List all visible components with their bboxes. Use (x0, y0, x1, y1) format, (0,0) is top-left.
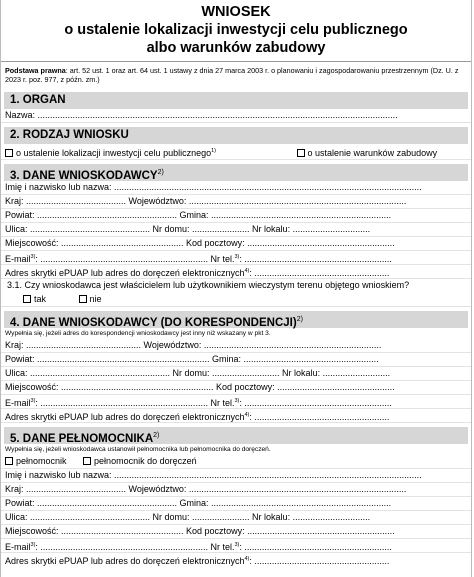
option-nie-label: nie (89, 294, 102, 304)
checkbox-lokalizacja[interactable] (5, 149, 13, 157)
proxy-email-label: E-mail (5, 542, 31, 552)
section-rodzaj-wniosku: 2. RODZAJ WNIOSKU (4, 127, 468, 144)
corr-district-field[interactable]: Powiat: ..................................................................... Gmina: ...................................................... (1, 353, 471, 367)
section-4-title: 4. DANE WNIOSKODAWCY (DO KORESPONDENCJI) (10, 316, 297, 329)
section-korespondencja (4, 311, 468, 328)
section-5-sup: 2) (153, 432, 160, 439)
proxy-epuap-field[interactable] (1, 553, 471, 566)
section-3-sup: 2) (157, 169, 164, 176)
organ-name-label: Nazwa: (5, 110, 36, 120)
proxy-city-field[interactable]: Miejscowość: ................................................. Kod pocztowy: ........................................................... (1, 525, 471, 539)
applicant-country-field[interactable]: Kraj: ........................................ Województwo: ....................................................................................... (1, 195, 471, 209)
email-label: E-mail (5, 254, 31, 264)
option-tak-label: tak (34, 294, 47, 304)
proxy-email-field[interactable] (1, 539, 471, 553)
tel-dots: : ........................................................... (239, 254, 392, 264)
epuap-dots: : ...................................................... (249, 268, 390, 278)
proxy-epuap-dots: : ...................................................... (249, 556, 390, 566)
email-dots: : ................................................................... Nr tel. (35, 254, 235, 264)
option-warunki-zabudowy-label: o ustalenie warunków zabudowy (307, 148, 438, 158)
proxy-tel-sup: 3) (234, 542, 240, 548)
proxy-tel-dots: : ........................................................... (239, 542, 392, 552)
corr-email-label: E-mail (5, 398, 31, 408)
section-4-sup: 2) (296, 316, 303, 323)
option-lokalizacja[interactable] (5, 144, 216, 161)
corr-epuap-field[interactable] (1, 409, 471, 423)
legal-basis-text: : art. 52 ust. 1 oraz art. 64 ust. 1 ustawy z dnia 27 marca 2003 r. o planowaniu i zagospodarowaniu przestrzennym (Dz. U. z 2023 r. poz. 977, z późn. zm.) (5, 66, 459, 84)
section-organ: 1. ORGAN (4, 92, 468, 109)
option-pelnomocnik-doreczen-label: pełnomocnik do doręczeń (94, 456, 197, 466)
legal-basis-label: Podstawa prawna (5, 66, 66, 75)
applicant-street-field[interactable]: Ulica: ................................................ Nr domu: ....................... Nr lokalu: ............................... (1, 223, 471, 237)
tel-sup: 3) (234, 254, 240, 260)
corr-tel-sup: 3) (234, 398, 240, 404)
ownership-question: 3.1. Czy wnioskodawca jest właścicielem lub użytkownikiem wieczystym terenu objętego wnioskiem? (7, 280, 410, 290)
corr-email-sup: 3) (30, 398, 36, 404)
option-tak[interactable] (23, 292, 46, 306)
applicant-name-field[interactable]: Imię i nazwisko lub nazwa: ........................................................................................................................... (1, 181, 471, 195)
option-warunki-zabudowy[interactable] (297, 146, 438, 161)
checkbox-warunki-zabudowy[interactable] (297, 149, 305, 157)
organ-name-field[interactable] (1, 109, 471, 123)
form-title (1, 0, 471, 62)
section-pelnomocnik (4, 427, 468, 444)
proxy-email-sup: 3) (30, 542, 36, 548)
checkbox-pelnomocnik-doreczen[interactable] (83, 457, 91, 465)
option-pelnomocnik[interactable] (5, 455, 67, 468)
section-5-title: 5. DANE PEŁNOMOCNIKA (10, 432, 154, 445)
proxy-name-field[interactable]: Imię i nazwisko lub nazwa: ........................................................................................................................... (1, 469, 471, 483)
section-3-title: 3. DANE WNIOSKODAWCY (10, 169, 158, 182)
checkbox-pelnomocnik[interactable] (5, 457, 13, 465)
corr-email-field[interactable] (1, 395, 471, 409)
applicant-epuap-field[interactable] (1, 265, 471, 279)
epuap-label: Adres skrytki ePUAP lub adres do doręczeń elektronicznych (5, 268, 245, 278)
option-nie[interactable] (79, 292, 102, 306)
corr-epuap-dots: : ...................................................... (249, 412, 390, 422)
section-4-note: Wypełnia się, jeżeli adres do korespondencji wnioskodawcy jest inny niż wskazany w pkt 3. (5, 330, 271, 337)
section-dane-wnioskodawcy (4, 164, 468, 181)
checkbox-tak[interactable] (23, 295, 31, 303)
proxy-email-dots: : ................................................................... Nr tel. (35, 542, 235, 552)
option-lokalizacja-sup: 1) (211, 148, 216, 154)
option-lokalizacja-label: o ustalenie lokalizacji inwestycji celu publicznego (16, 148, 212, 158)
legal-basis (1, 62, 471, 88)
option-pelnomocnik-label: pełnomocnik (16, 456, 67, 466)
request-type-options (1, 144, 471, 160)
ownership-options (1, 292, 471, 307)
section-5-note: Wypełnia się, jeżeli wnioskodawca ustanowił pełnomocnika lub pełnomocnika do doręczeń. (5, 446, 271, 453)
corr-epuap-label: Adres skrytki ePUAP lub adres do doręczeń elektronicznych (5, 412, 245, 422)
corr-city-field[interactable]: Miejscowość: ............................................................. Kod pocztowy: ............................................... (1, 381, 471, 395)
title-line-2: o ustalenie lokalizacji inwestycji celu publicznego (64, 22, 408, 38)
applicant-city-field[interactable]: Miejscowość: ................................................. Kod pocztowy: ........................................................... (1, 237, 471, 251)
corr-country-field[interactable]: Kraj: .............................................. Województwo: ....................................................................... (1, 339, 471, 353)
title-line-1: WNIOSEK (201, 4, 271, 20)
proxy-epuap-label: Adres skrytki ePUAP lub adres do doręczeń elektronicznych (5, 556, 245, 566)
applicant-email-field[interactable] (1, 251, 471, 265)
proxy-options (1, 455, 471, 469)
corr-email-dots: : ................................................................... Nr tel. (35, 398, 235, 408)
proxy-country-field[interactable]: Kraj: ........................................ Województwo: ....................................................................................... (1, 483, 471, 497)
corr-street-field[interactable]: Ulica: ........................................................ Nr domu: ........................... Nr lokalu: ........................... (1, 367, 471, 381)
title-line-3: albo warunków zabudowy (146, 40, 326, 56)
organ-name-dots: ................................................................................................................................................ (35, 110, 398, 120)
proxy-street-field[interactable]: Ulica: ................................................ Nr domu: ....................... Nr lokalu: ............................... (1, 511, 471, 525)
epuap-sup: 4) (244, 268, 250, 274)
email-sup: 3) (30, 254, 36, 260)
proxy-district-field[interactable]: Powiat: ........................................................ Gmina: ........................................................................ (1, 497, 471, 511)
option-pelnomocnik-doreczen[interactable] (83, 455, 197, 468)
applicant-district-field[interactable]: Powiat: ........................................................ Gmina: ........................................................................ (1, 209, 471, 223)
corr-epuap-sup: 4) (244, 412, 250, 418)
proxy-epuap-sup: 4) (244, 556, 250, 562)
checkbox-nie[interactable] (79, 295, 87, 303)
corr-tel-dots: : ........................................................... (239, 398, 392, 408)
